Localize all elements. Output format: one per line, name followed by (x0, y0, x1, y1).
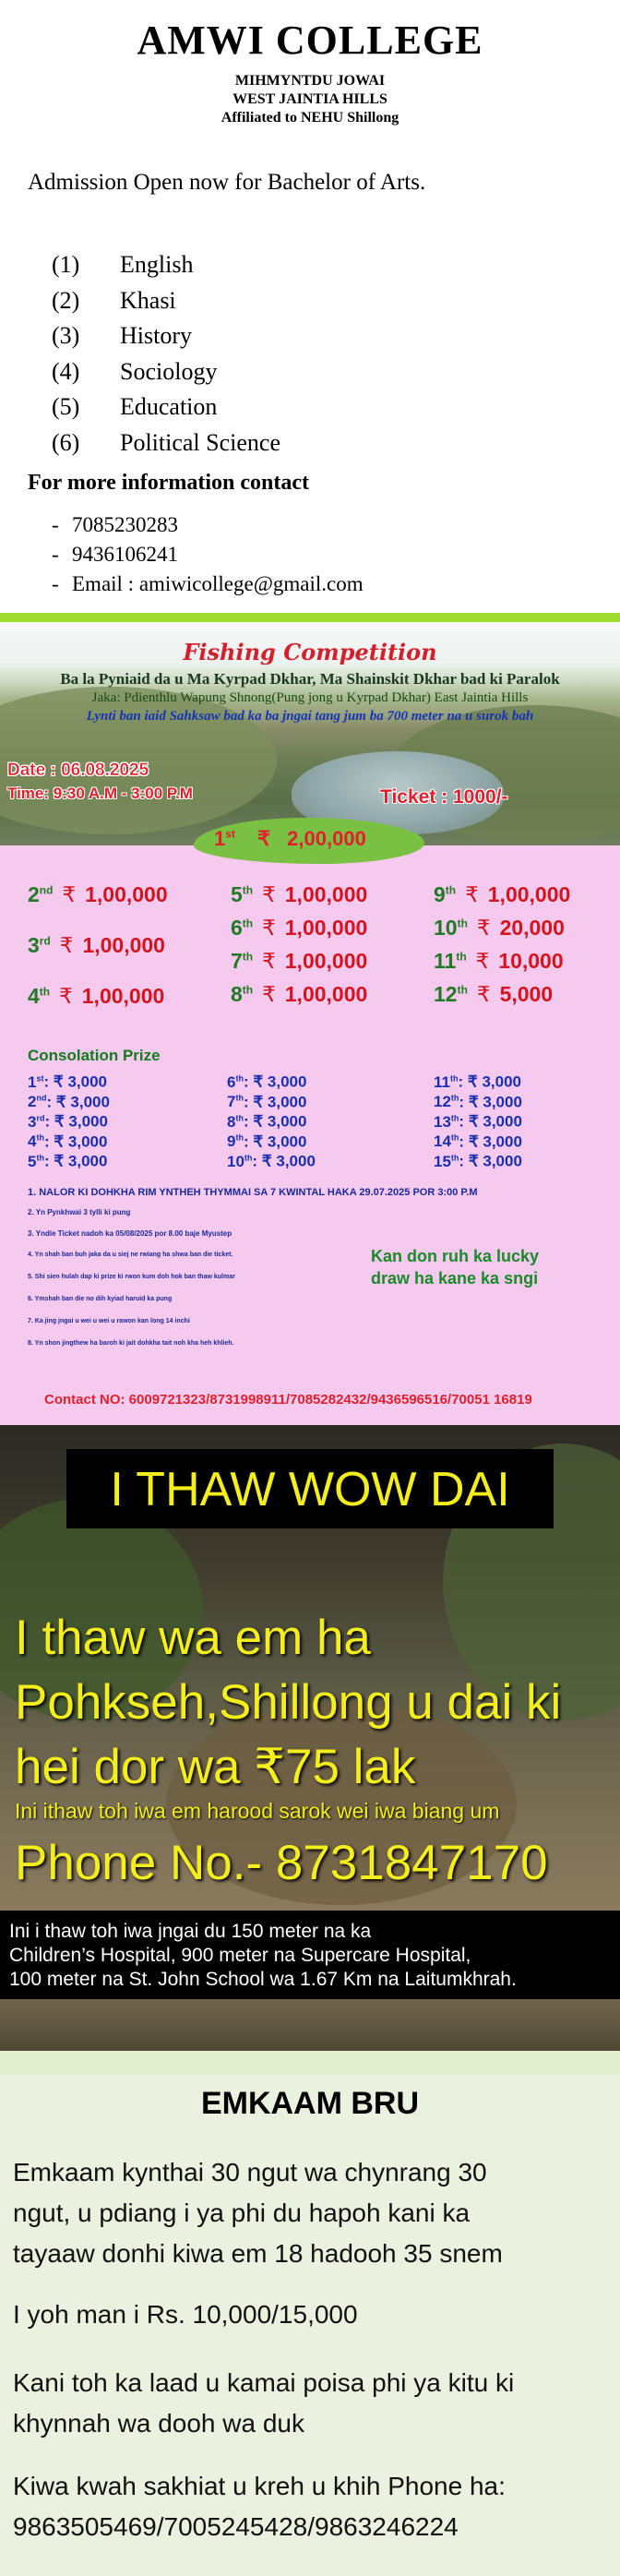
job-paragraph-3 (13, 2363, 514, 2444)
rupee-icon: ₹ (468, 1152, 479, 1170)
prize-item (28, 882, 168, 907)
consolation-amount: 3,000 (276, 1152, 316, 1170)
rupee-icon: ₹ (262, 949, 276, 973)
land-line-1: I thaw wa em ha (15, 1611, 371, 1665)
consolation-rank: 1st (28, 1072, 44, 1091)
subject-name: Sociology (120, 357, 218, 385)
college-affiliation: Affiliated to NEHU Shillong (221, 110, 399, 126)
consolation-title: Consolation Prize (28, 1047, 161, 1064)
prize-amount: 1,00,000 (284, 982, 368, 1006)
prize-rank: 7th (231, 949, 254, 973)
job-salary: I yoh man i Rs. 10,000/15,000 (13, 2300, 358, 2329)
consolation-item: 9th: ₹ 3,000 (227, 1132, 307, 1151)
rupee-icon: ₹ (476, 982, 491, 1006)
consolation-item: 10th: ₹ 3,000 (227, 1152, 316, 1170)
consolation-amount: 3,000 (67, 1132, 108, 1151)
rupee-icon: ₹ (253, 1072, 264, 1091)
first-amount: 2,00,000 (287, 827, 366, 850)
rupee-icon: ₹ (468, 1093, 479, 1111)
job-ad (0, 2075, 620, 2576)
prize-rank: 2nd (28, 882, 54, 906)
prize-item (434, 982, 553, 1007)
prize-item (434, 882, 570, 907)
rule-item: 1. NALOR KI DOHKHA RIM YNTHEH THYMMAI SA 7 KWINTAL HAKA 29.07.2025 POR 3:00 P.M (28, 1187, 478, 1198)
route-line: Lynti ban iaid Sahksaw bad ka ba jngai tang jum ba 700 meter na u surok bah (86, 709, 534, 724)
prize-item (231, 949, 367, 974)
rupee-icon: ₹ (253, 1093, 264, 1111)
rule-item: 2. Yn Pynkhwai 3 tylli ki pung (28, 1208, 131, 1216)
prize-rank: 5th (231, 882, 254, 906)
subject-item (52, 283, 280, 319)
prize-amount: 1,00,000 (81, 984, 165, 1008)
consolation-amount: 3,000 (482, 1072, 521, 1091)
consolation-amount: 3,000 (267, 1072, 307, 1091)
rupee-icon: ₹ (261, 1152, 272, 1170)
fishing-competition-ad (0, 613, 620, 1425)
rupee-icon: ₹ (54, 1152, 65, 1170)
consolation-item: 14th: ₹ 3,000 (434, 1132, 522, 1151)
rupee-icon: ₹ (59, 933, 74, 957)
rupee-icon: ₹ (262, 982, 276, 1006)
info-line-1: Ini i thaw toh iwa jngai du 150 meter na ka (9, 1921, 372, 1942)
prize-item (28, 933, 165, 958)
job-contact (13, 2466, 506, 2547)
prize-rank: 11th (434, 949, 467, 973)
consolation-item: 12th: ₹ 3,000 (434, 1093, 522, 1111)
land-location-info (9, 1920, 517, 1992)
consolation-item: 11th: ₹ 3,000 (434, 1072, 521, 1091)
land-description (15, 1606, 561, 1800)
prize-amount: 1,00,000 (85, 882, 168, 906)
prize-item (231, 882, 367, 907)
organiser-line: Ba la Pyniaid da u Ma Kyrpad Dkhar, Ma Shainskit Dkhar bad ki Paralok (60, 670, 560, 688)
prize-amount: 1,00,000 (82, 933, 165, 957)
rupee-icon: ₹ (54, 1132, 65, 1151)
consolation-rank: 8th (227, 1112, 244, 1131)
prize-amount: 10,000 (498, 949, 564, 973)
job-text-line: Kani toh ka laad u kamai poisa phi ya kitu ki (13, 2368, 515, 2397)
info-line-3: 100 meter na St. John School wa 1.67 Km na Laitumkhrah. (9, 1969, 517, 1990)
prize-item (231, 916, 367, 941)
job-text-line: Kiwa kwah sakhiat u kreh u khih Phone ha: (13, 2472, 506, 2500)
contact-phone-2[interactable]: 9436106241 (72, 543, 178, 566)
rule-item: 4. Yn shah ban buh jaka da u siej ne rwiang ha shwa ban die ticket. (28, 1252, 233, 1258)
consolation-rank: 5th (28, 1152, 44, 1170)
prize-item (434, 916, 565, 941)
prize-amount: 1,00,000 (284, 882, 368, 906)
contact-item[interactable]: - 7085230283 (52, 513, 178, 536)
fishing-contact-numbers[interactable]: Contact NO: 6009721323/8731998911/7085282432/9436596516/70051 16819 (44, 1392, 532, 1408)
consolation-item: 15th: ₹ 3,000 (434, 1152, 522, 1170)
job-text-line: ngut, u pdiang i ya phi du hapoh kani ka (13, 2199, 471, 2227)
event-date: Date : 06.08.2025 (7, 761, 149, 780)
subject-number: (1) (52, 251, 80, 278)
job-text-line: Emkaam kynthai 30 ngut wa chynrang 30 (13, 2158, 487, 2187)
consolation-amount: 3,000 (70, 1093, 110, 1111)
rupee-icon: ₹ (62, 882, 77, 906)
prize-rank: 3rd (28, 933, 51, 957)
consolation-rank: 7th (227, 1093, 244, 1111)
subject-name: English (120, 251, 194, 278)
consolation-rank: 10th (227, 1152, 253, 1170)
subject-item (52, 247, 280, 283)
consolation-amount: 3,000 (267, 1112, 307, 1131)
prize-item (231, 982, 367, 1007)
subject-number: (5) (52, 393, 80, 420)
rupee-icon: ₹ (257, 827, 271, 850)
subject-name: History (120, 322, 192, 349)
consolation-amount: 3,000 (483, 1093, 522, 1111)
prize-rank: 4th (28, 984, 51, 1008)
consolation-amount: 3,000 (483, 1152, 522, 1170)
rule-item: 8. Yn shon jingthew ha baroh ki jait dohkha tait noh kha heh khlieh. (28, 1340, 234, 1347)
rupee-icon: ₹ (475, 949, 490, 973)
subject-item (52, 318, 280, 354)
consolation-item: 1st: ₹ 3,000 (28, 1072, 107, 1091)
college-address-1: MIHMYNTDU JOWAI (234, 73, 386, 89)
consolation-rank: 2nd (28, 1093, 47, 1111)
fishing-title: Fishing Competition (183, 639, 437, 665)
prize-amount: 1,00,000 (284, 949, 368, 973)
subject-item (52, 425, 280, 461)
prize-rank: 6th (231, 916, 254, 940)
lucky-draw-note (371, 1245, 539, 1289)
subject-number: (4) (52, 357, 80, 385)
land-sale-ad (0, 1425, 620, 2075)
consolation-amount: 3,000 (483, 1132, 522, 1151)
consolation-rank: 11th (434, 1072, 459, 1091)
event-time: Time: 9:30 A.M - 3:00 P.M (7, 785, 193, 802)
consolation-amount: 3,000 (67, 1072, 107, 1091)
land-heading: I THAW WOW DAI (110, 1463, 510, 1516)
prize-rank: 10th (434, 916, 468, 940)
subject-number: (3) (52, 322, 80, 349)
consolation-rank: 12th (434, 1093, 459, 1111)
consolation-amount: 3,000 (267, 1093, 307, 1111)
rule-item: 6. Ymshah ban die no dih kyiad haruid ka pung (28, 1296, 173, 1302)
consolation-rank: 3rd (28, 1112, 45, 1131)
rupee-icon: ₹ (468, 1132, 479, 1151)
prize-rank: 12th (434, 982, 468, 1006)
prize-amount: 5,000 (499, 982, 554, 1006)
consolation-item: 5th: ₹ 3,000 (28, 1152, 108, 1170)
consolation-rank: 15th (434, 1152, 459, 1170)
ticket-price: Ticket : 1000/- (380, 786, 508, 808)
consolation-item: 8th: ₹ 3,000 (227, 1112, 307, 1131)
subject-name: Political Science (120, 428, 281, 456)
contact-phone-1[interactable]: 7085230283 (72, 513, 178, 536)
consolation-rank: 9th (227, 1132, 244, 1151)
consolation-item: 13th: ₹ 3,000 (434, 1112, 522, 1131)
job-phone-numbers[interactable]: 9863505469/7005245428/9863246224 (13, 2512, 459, 2541)
prize-rank: 8th (231, 982, 254, 1006)
consolation-rank: 13th (434, 1112, 459, 1131)
divider (0, 2051, 620, 2075)
land-phone[interactable]: Phone No.- 8731847170 (15, 1836, 548, 1890)
rupee-icon: ₹ (476, 916, 491, 940)
consolation-amount: 3,000 (267, 1132, 307, 1151)
rule-item: 7. Ka jing jngai u wei u wei u rawon kan long 14 inchi (28, 1318, 190, 1324)
rupee-icon: ₹ (54, 1112, 65, 1131)
consolation-item: 4th: ₹ 3,000 (28, 1132, 108, 1151)
first-rank: 1 (214, 827, 226, 850)
job-title: EMKAAM BRU (200, 2086, 420, 2121)
rule-item: 5. Shi sien hulah dap ki prize ki rwon kum doh hok ban thaw kulmar (28, 1274, 235, 1280)
consolation-rank: 6th (227, 1072, 244, 1091)
prize-rank: 9th (434, 882, 457, 906)
prize-amount: 1,00,000 (487, 882, 571, 906)
subject-list (52, 247, 280, 461)
job-paragraph-1 (13, 2152, 503, 2274)
consolation-amount: 3,000 (67, 1152, 108, 1170)
college-name: AMWI COLLEGE (137, 18, 483, 63)
prize-item (434, 949, 564, 974)
land-line-3: hei dor wa ₹75 lak (15, 1740, 416, 1794)
subject-number: (2) (52, 286, 80, 314)
contact-item[interactable]: - 9436106241 (52, 543, 178, 566)
rule-item: 3. Yndie Ticket nadoh ka 05/08/2025 por 8.00 baje Myustep (28, 1229, 232, 1238)
first-rank-suffix: st (225, 827, 235, 841)
info-line-2: Children’s Hospital, 900 meter na Supercare Hospital, (9, 1945, 471, 1966)
rupee-icon: ₹ (467, 1072, 478, 1091)
rupee-icon: ₹ (253, 1132, 264, 1151)
college-address-2: WEST JAINTIA HILLS (232, 91, 388, 107)
prize-item (28, 984, 164, 1009)
consolation-rank: 14th (434, 1132, 459, 1151)
job-text-line: khynnah wa dooh wa duk (13, 2409, 304, 2438)
consolation-amount: 3,000 (68, 1112, 108, 1131)
rupee-icon: ₹ (465, 882, 479, 906)
rupee-icon: ₹ (468, 1112, 479, 1131)
college-ad (0, 0, 620, 613)
subject-name: Khasi (120, 286, 176, 314)
admission-notice: Admission Open now for Bachelor of Arts. (28, 170, 426, 195)
prize-amount: 1,00,000 (284, 916, 368, 940)
venue-line: Jaka: Pdienthlu Wapung Shnong(Pung jong u Kyrpad Dkhar) East Jaintia Hills (91, 690, 529, 705)
subject-item (52, 389, 280, 425)
job-text-line: tayaaw donhi kiwa em 18 hadooh 35 snem (13, 2239, 503, 2268)
first-prize (214, 827, 366, 851)
subject-number: (6) (52, 428, 80, 456)
consolation-amount: 3,000 (483, 1112, 522, 1131)
rupee-icon: ₹ (262, 916, 276, 940)
rupee-icon: ₹ (55, 1093, 66, 1111)
subject-name: Education (120, 393, 218, 420)
consolation-rank: 4th (28, 1132, 44, 1151)
consolation-item: 7th: ₹ 3,000 (227, 1093, 307, 1111)
land-note: Ini ithaw toh iwa em harood sarok wei iwa biang um (15, 1799, 500, 1823)
subject-item (52, 354, 280, 390)
contact-email[interactable]: Email : amiwicollege@gmail.com (72, 572, 364, 595)
prize-amount: 20,000 (499, 916, 565, 940)
contact-heading: For more information contact (28, 471, 310, 495)
consolation-item: 2nd: ₹ 3,000 (28, 1093, 110, 1111)
consolation-item: 6th: ₹ 3,000 (227, 1072, 307, 1091)
land-line-2: Pohkseh,Shillong u dai ki (15, 1675, 562, 1730)
rupee-icon: ₹ (253, 1112, 264, 1131)
lucky-line-2: draw ha kane ka sngi (371, 1269, 539, 1288)
lucky-line-1: Kan don ruh ka lucky (371, 1247, 540, 1265)
contact-list (52, 510, 364, 599)
rupee-icon: ₹ (53, 1072, 64, 1091)
rupee-icon: ₹ (59, 984, 73, 1008)
contact-item[interactable]: - Email : amiwicollege@gmail.com (52, 572, 364, 595)
consolation-item: 3rd: ₹ 3,000 (28, 1112, 108, 1131)
rupee-icon: ₹ (262, 882, 276, 906)
